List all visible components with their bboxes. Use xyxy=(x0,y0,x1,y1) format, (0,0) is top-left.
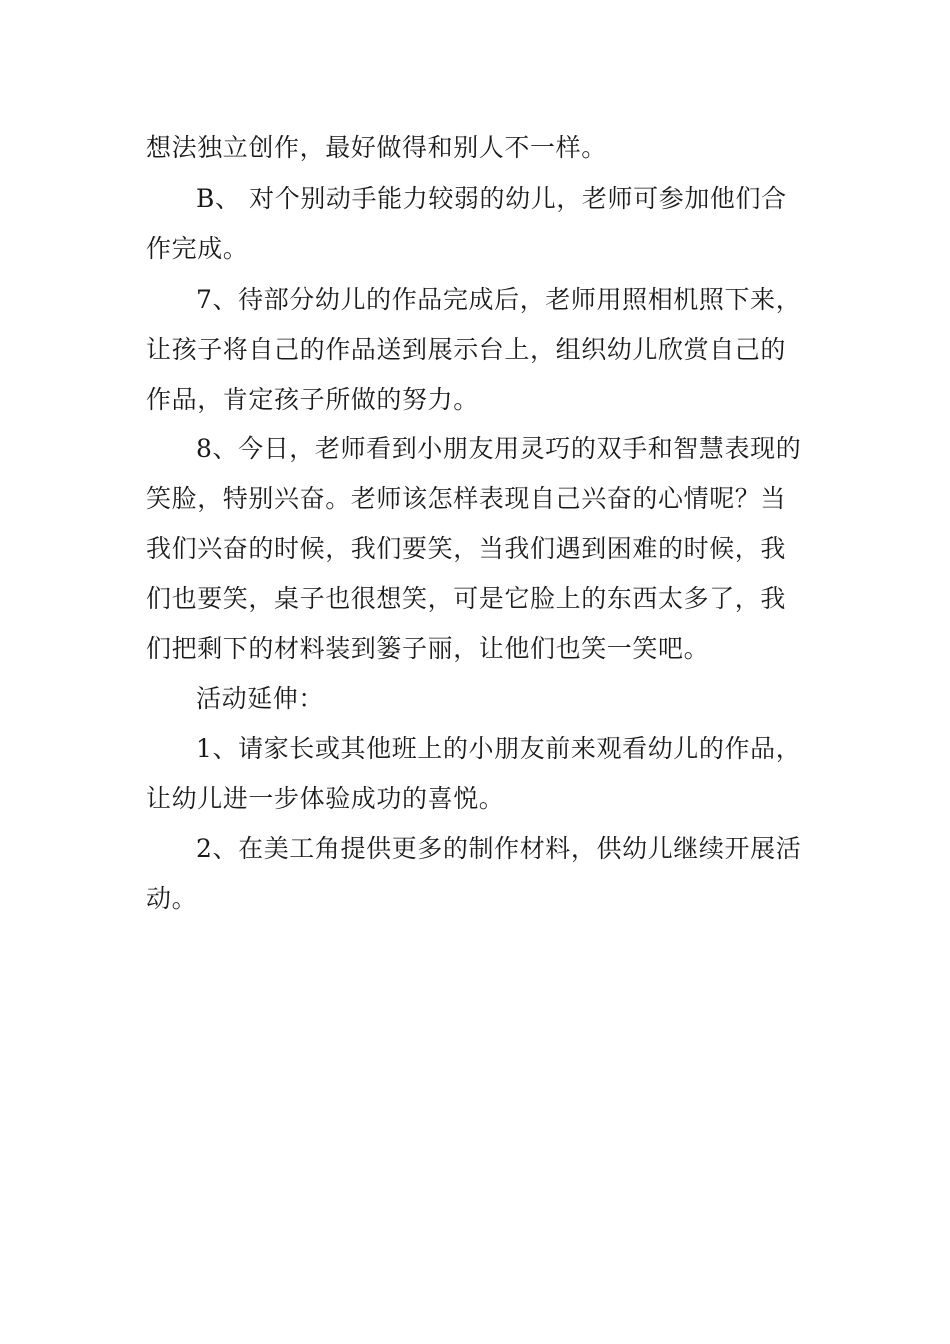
text-line: 我们兴奋的时候，我们要笑，当我们遇到困难的时候，我 xyxy=(146,534,787,563)
text-line: 8、今日，老师看到小朋友用灵巧的双手和智慧表现的 xyxy=(196,434,802,463)
text-line: 7、待部分幼儿的作品完成后，老师用照相机照下来， xyxy=(196,285,802,314)
text-line: 2、在美工角提供更多的制作材料，供幼儿继续开展活 xyxy=(196,834,802,863)
text-line: 们也要笑，桌子也很想笑，可是它脸上的东西太多了，我 xyxy=(146,584,787,613)
text-line: 们把剩下的材料装到篓子丽，让他们也笑一笑吧。 xyxy=(146,634,710,663)
text-line: 1、请家长或其他班上的小朋友前来观看幼儿的作品， xyxy=(196,734,802,763)
text-line: 笑脸，特别兴奋。老师该怎样表现自己兴奋的心情呢？当 xyxy=(146,484,787,513)
text-line: 作品，肯定孩子所做的努力。 xyxy=(146,385,479,414)
text-line: 作完成。 xyxy=(146,234,249,263)
text-line: B、 对个别动手能力较弱的幼儿，老师可参加他们合 xyxy=(196,184,787,213)
text-line: 想法独立创作，最好做得和别人不一样。 xyxy=(146,133,607,162)
section-heading: 活动延伸： xyxy=(196,684,325,713)
text-line: 动。 xyxy=(146,884,198,913)
text-line: 让幼儿进一步体验成功的喜悦。 xyxy=(146,784,505,813)
text-line: 让孩子将自己的作品送到展示台上，组织幼儿欣赏自己的 xyxy=(146,335,787,364)
